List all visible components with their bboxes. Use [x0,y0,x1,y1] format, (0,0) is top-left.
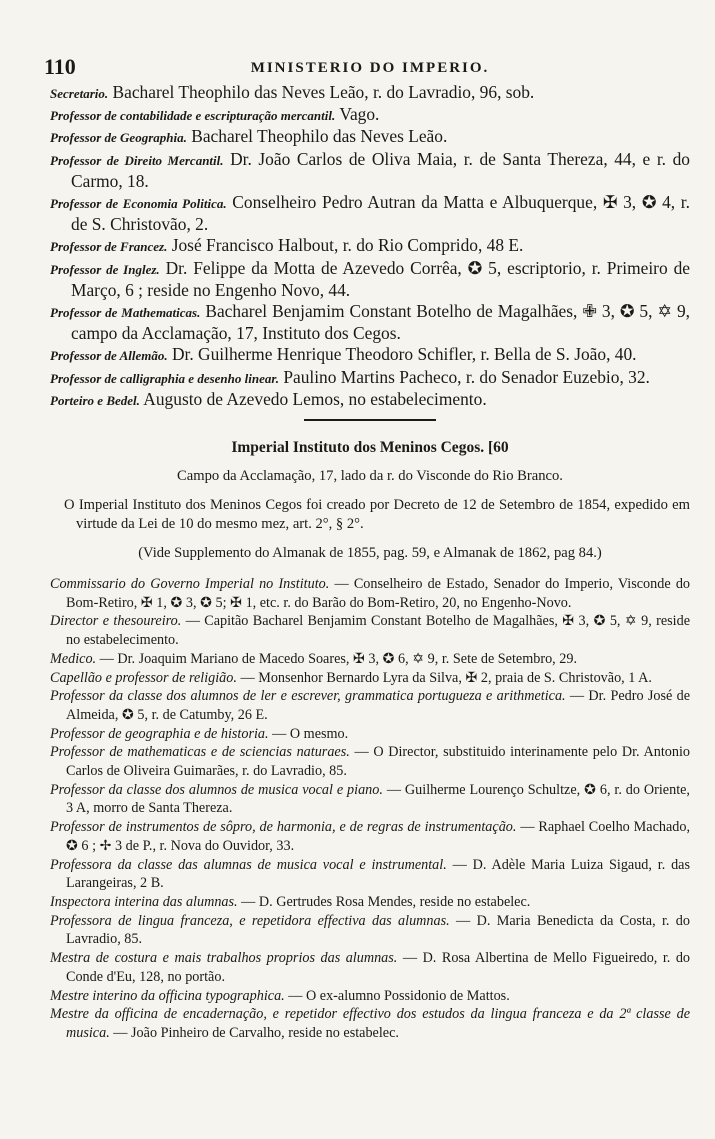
entry-text: — D. Gertrudes Rosa Mendes, reside no estabelec. [241,894,531,910]
list-item [50,149,690,192]
entry-role: Mestre da officina de encadernação, e repetidor effectivo dos estudos da lingua franceza e da 2ª classe de musica. [50,1006,690,1041]
top-entries-list [50,82,690,411]
entry-text: — D. Maria Benedicta da Costa, r. do Lavradio, 85. [66,912,690,948]
list-item [50,1005,690,1042]
entry-text: — O ex-alumno Possidonio de Mattos. [288,987,510,1004]
entry-text: — Raphael Coelho Machado, ✪ 6 ; ✢ 3 de P., r. Nova do Ouvidor, 33. [66,819,691,854]
list-item [50,389,690,411]
list-item [50,781,690,818]
list-item [50,856,690,893]
entry-text: — Guilherme Lourenço Schultze, ✪ 6, r. do Oriente, 3 A, morro de Santa Thereza. [66,781,690,817]
entry-role: Secretario. [50,86,109,101]
list-item [50,650,690,669]
entry-text: José Francisco Halbout, r. do Rio Comprido, 48 E. [171,235,524,256]
entry-text: — Capitão Bacharel Benjamim Constant Botelho de Magalhães, ✠ 3, ✪ 5, ✡ 9, reside no estabelecimento. [66,613,691,649]
entry-text: Dr. Guilherme Henrique Theodoro Schifler, r. Bella de S. João, 40. [171,344,637,365]
page-header [44,48,690,82]
list-item [50,687,690,724]
institute-title: Imperial Instituto dos Meninos Cegos. [60 [231,439,509,457]
entry-text: Bacharel Benjamim Constant Botelho de Magalhães, ✙ 3, ✪ 5, ✡ 9, campo da Acclamação, 17, Instituto dos Cegos. [71,301,690,344]
document-page [44,48,691,1043]
entry-text: Bacharel Theophilo das Neves Leão, r. do Lavradio, 96, sob. [112,82,535,102]
entry-role: Professor de Geographia. [50,130,187,146]
list-item [50,344,690,366]
entry-text: Paulino Martins Pacheco, r. do Senador Euzebio, 32. [283,366,650,387]
entry-role: Inspectora interina das alumnas. [50,894,238,910]
entry-text: — João Pinheiro de Carvalho, reside no estabelec. [113,1024,399,1041]
entry-role: Professora de lingua franceza, e repetidora effectiva das alumnas. [50,912,450,929]
list-item [50,367,690,389]
entry-text: — Monsenhor Bernardo Lyra da Silva, ✠ 2, praia de S. Christovão, 1 A. [240,669,652,686]
running-title: MINISTERIO DO IMPERIO. [250,60,490,76]
entry-text: Bacharel Theophilo das Neves Leão. [191,126,448,147]
entry-role: Professor de calligraphia e desenho linear. [50,370,279,386]
list-item [50,126,690,148]
institute-intro: O Imperial Instituto dos Meninos Cegos foi creado por Decreto de 12 de Setembro de 1854, expedido em virtude da Lei de 10 do mesmo mez, art. 2°, § 2°. [64,497,690,533]
list-item [50,949,690,986]
entry-text: — Dr. Joaquim Mariano de Macedo Soares, ✠ 3, ✪ 6, ✡ 9, r. Sete de Setembro, 29. [99,650,577,667]
list-item [50,818,690,855]
list-item [50,235,690,257]
list-item [50,725,690,744]
entry-role: Professor de Economia Politica. [50,196,227,212]
list-item [50,669,690,688]
entry-text: — Dr. Pedro José de Almeida, ✪ 5, r. de Catumby, 26 E. [66,688,690,723]
list-item [50,301,690,344]
entry-role: Professora da classe das alumnas de musica vocal e instrumental. [50,856,447,873]
entry-role: Professor de Inglez. [50,261,160,277]
entry-role: Porteiro e Bedel. [50,392,140,408]
list-item [50,612,690,649]
entry-role: Professor da classe dos alumnos de musica vocal e piano. [50,781,383,798]
list-item [50,82,690,104]
entry-text: — Conselheiro de Estado, Senador do Imperio, Visconde do Bom-Retiro, ✠ 1, ✪ 3, ✪ 5; ✠ 1, etc. r. do Barão do Bom-Retiro, 20, no Engenho-Novo. [66,576,691,611]
list-item [50,893,690,912]
list-item [50,912,690,949]
entry-role: Capellão e professor de religião. [50,669,237,686]
entry-role: Professor de instrumentos de sôpro, de harmonia, e de regras de instrumentação. [50,819,517,836]
entry-role: Professor de contabilidade e escripturação mercantil. [50,108,336,124]
section-divider [304,419,436,421]
list-item [50,258,690,301]
list-item [50,743,690,780]
list-item [50,575,690,612]
entry-text: Dr. João Carlos de Oliva Maia, r. de Santa Thereza, 44, e r. do Carmo, 18. [71,148,690,191]
page-number: 110 [44,54,76,79]
institute-address: Campo da Acclamação, 17, lado da r. do Visconde do Rio Branco. [177,468,563,485]
entry-role: Medico. [50,650,97,667]
list-item [50,987,690,1006]
entry-role: Director e thesoureiro. [50,613,182,630]
list-item [50,104,690,126]
entry-text: Augusto de Azevedo Lemos, no estabelecimento. [143,388,487,409]
entry-text: Dr. Felippe da Motta de Azevedo Corrêa, ✪ 5, escriptorio, r. Primeiro de Março, 6 ; reside no Engenho Novo, 44. [71,257,690,300]
entry-role: Professor de Direito Mercantil. [50,152,224,168]
entry-text: — D. Adèle Maria Luiza Sigaud, r. das Larangeiras, 2 B. [66,856,691,892]
entry-role: Professor de Allemão. [50,348,168,364]
entry-role: Mestre interino da officina typographica. [50,987,285,1004]
entry-text: — D. Rosa Albertina de Mello Figueiredo, r. do Conde d'Eu, 128, no portão. [66,950,691,985]
entry-text: — O mesmo. [272,725,349,742]
institute-note: (Vide Supplemento do Almanak de 1855, pag. 59, e Almanak de 1862, pag 84.) [138,545,602,562]
entry-role: Professor de Francez. [50,239,168,255]
entry-role: Professor de Mathematicas. [50,305,201,321]
entry-text: Conselheiro Pedro Autran da Matta e Albuquerque, ✠ 3, ✪ 4, r. de S. Christovão, 2. [71,192,690,235]
institute-staff-list [50,575,690,1043]
list-item [50,192,690,235]
entry-role: Commissario do Governo Imperial no Instituto. [50,576,330,593]
entry-text: — O Director, substituido interinamente pelo Dr. Antonio Carlos de Oliveira Guimarães, r. do Lavradio, 85. [66,744,690,780]
entry-role: Professor da classe dos alumnos de ler e escrever, grammatica portugueza e arithmetica. [50,688,566,705]
entry-text: Vago. [339,104,380,125]
entry-role: Professor de mathematicas e de sciencias naturaes. [50,744,350,761]
entry-role: Mestra de costura e mais trabalhos proprios das alumnas. [50,950,398,967]
entry-role: Professor de geographia e de historia. [50,725,269,742]
